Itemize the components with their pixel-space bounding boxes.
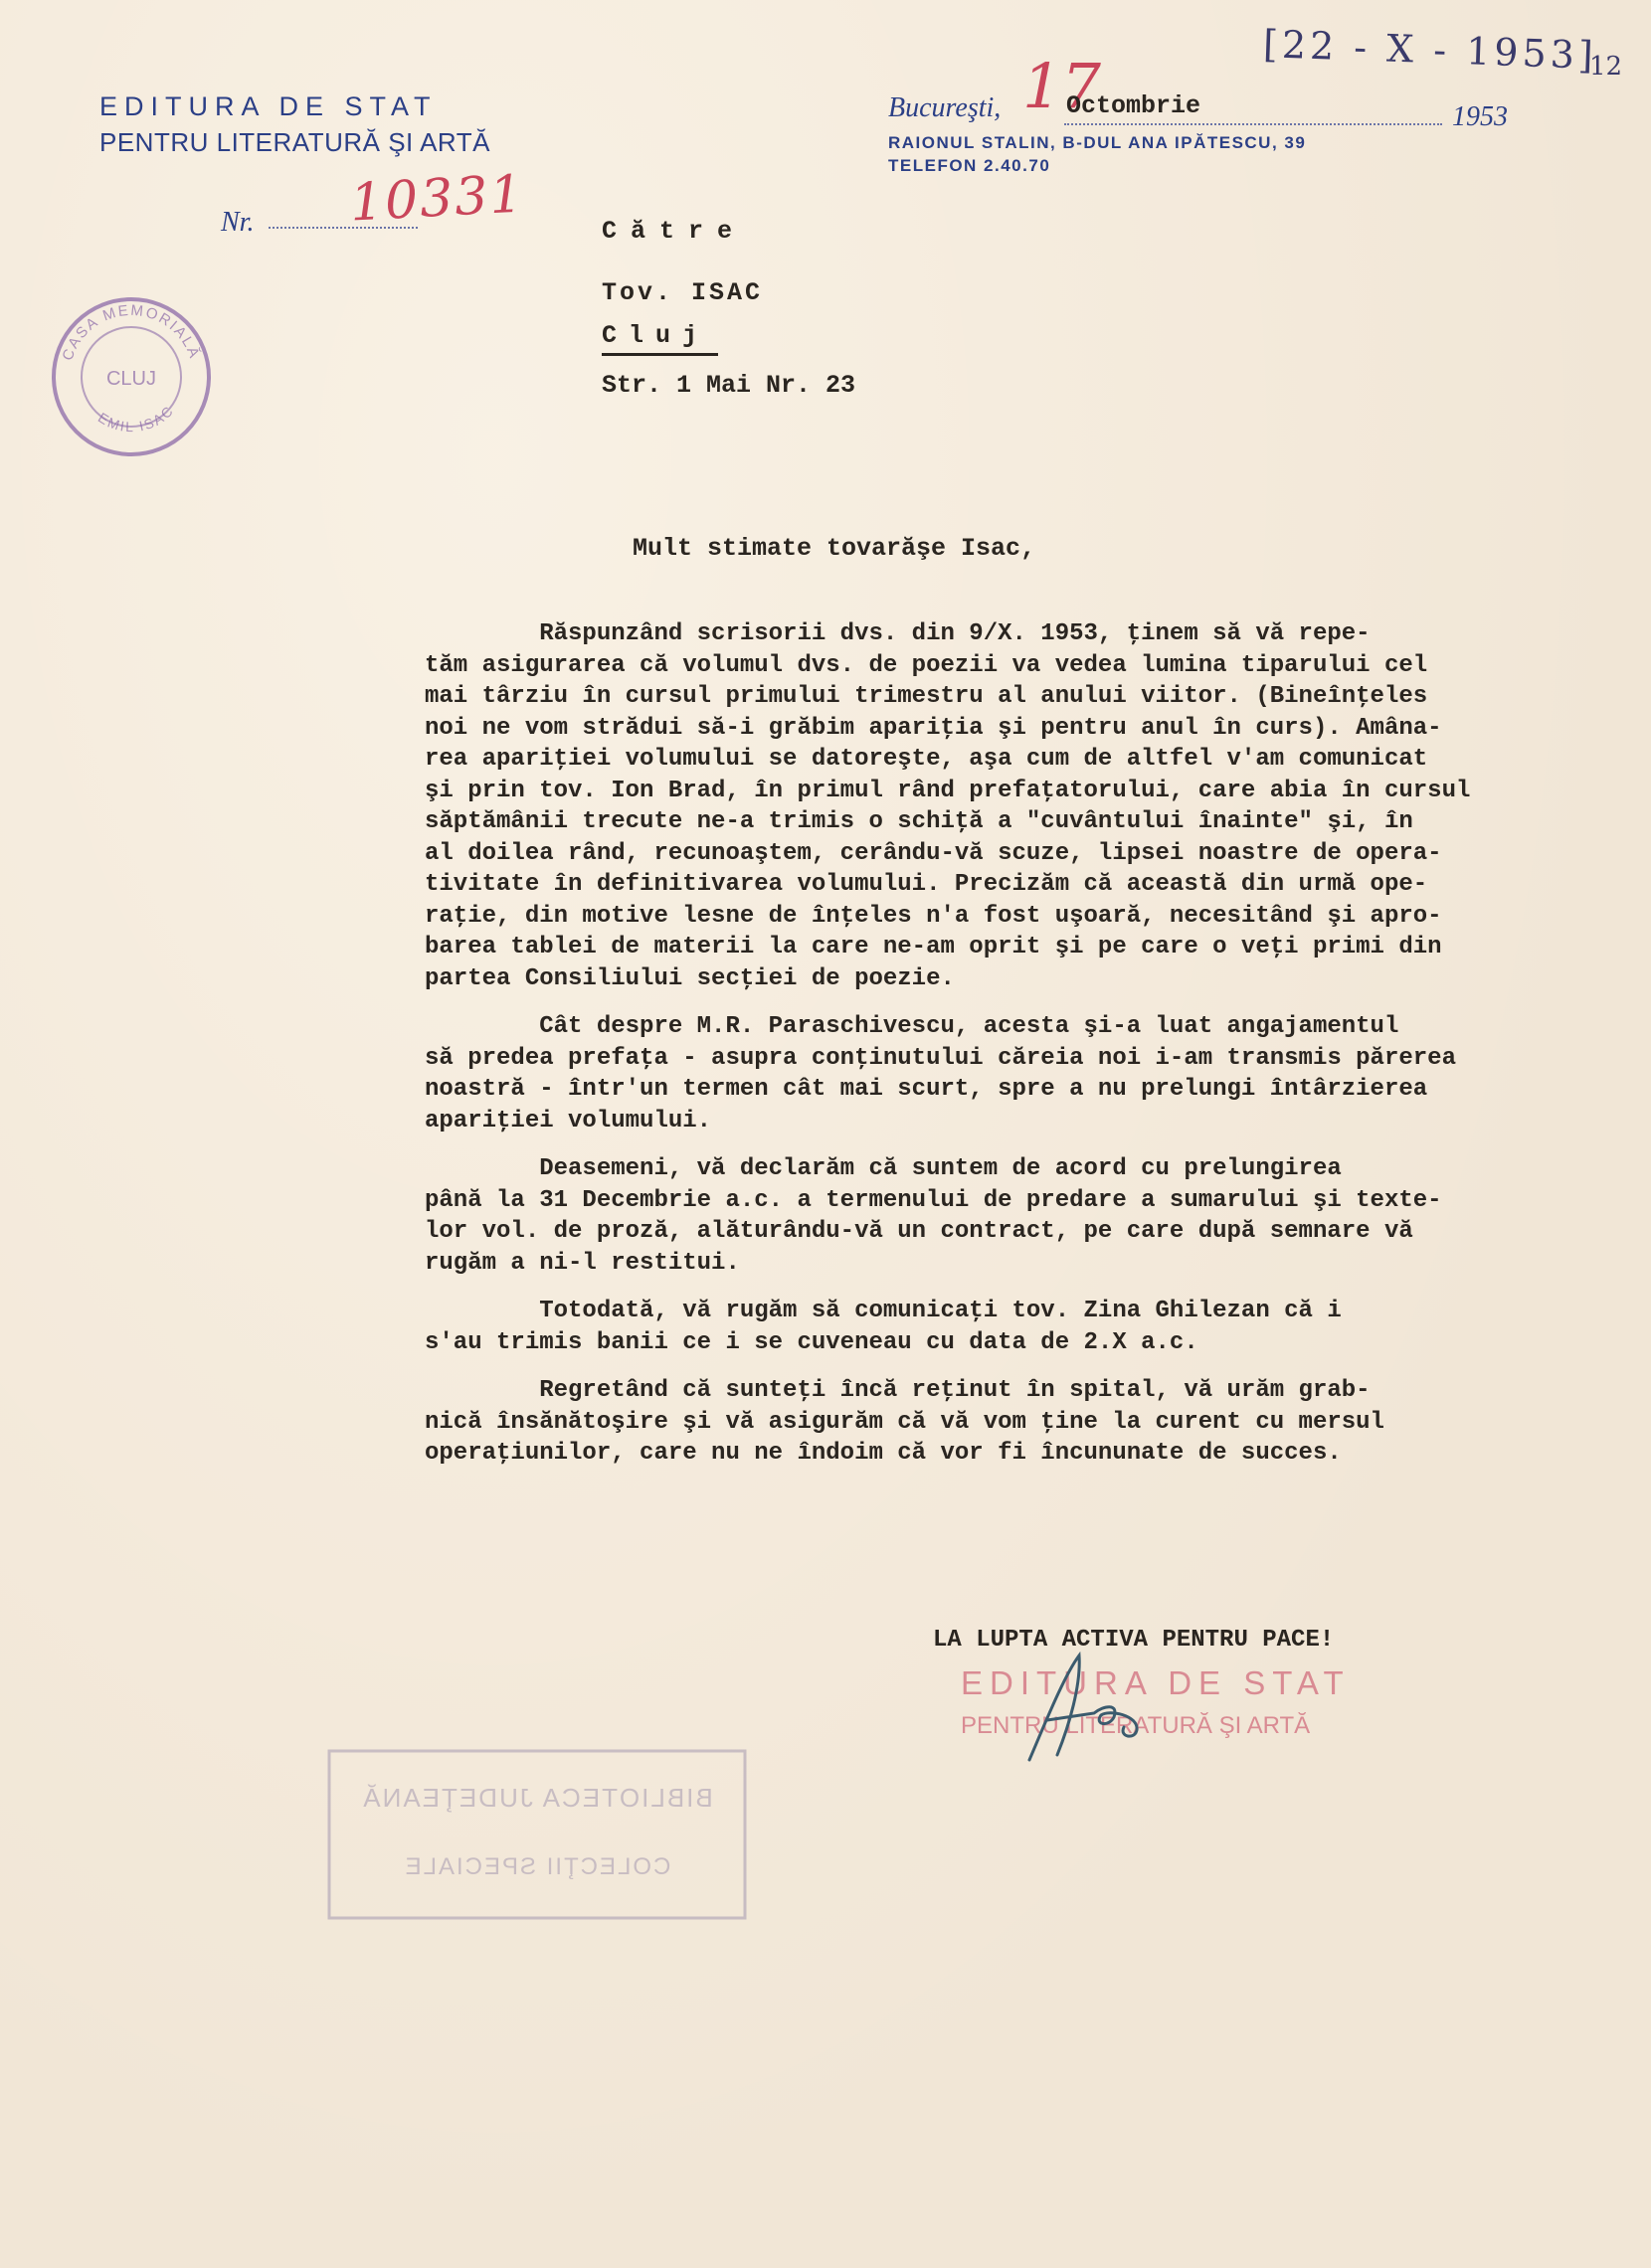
svg-text:EMIL ISAC: EMIL ISAC (94, 402, 178, 436)
recipient-to: Către (602, 217, 747, 246)
library-stamp (323, 1745, 751, 1924)
letter-month: Octombrie (1066, 91, 1201, 120)
archive-date-annotation: [22 - X - 1953] (1262, 22, 1598, 78)
recipient-city: Cluj (602, 321, 710, 350)
letter-day-handwritten: 17 (1022, 50, 1101, 122)
letter-paragraph: Totodată, vă rugăm să comunicaţi tov. Zina Ghilezan că i s'au trimis banii ce i se cuveneau cu data de 2.X a.c. (425, 1298, 1342, 1356)
svg-text:CASA MEMORIALĂ: CASA MEMORIALĂ (59, 301, 204, 363)
letter-paragraph: Răspunzând scrisorii dvs. din 9/X. 1953, ţinem să vă repe- tăm asigurarea că volumul dvs. de poezii va vedea lumina tiparului cel mai târziu în cursul primului trimestru al anului viitor. (Bineînţeles noi ne vom strădui să-i grăbim apariţia şi pentru anul în curs). Amâna- rea apariţiei volumului se datoreşte, aşa cum de altfel v'am comunicat şi prin tov. Ion Brad, în primul rând prefaţatorului, care abia în cursul săptămânii trecute ne-a trimis o schiţă a "cuvântului înainte" şi, în al doilea rând, recunoaştem, cerându-vă scuze, lipsei noastre de opera- tivitate în definitivarea volumului. Precizăm că această din urmă ope- raţie, din motive lesne de înţeles n'a fost uşoară, necesitând şi apro- barea tablei de materii la care ne-am oprit şi pe care o veţi primi din partea Consiliului secţiei de poezie. (425, 620, 1471, 992)
recipient-city-underline (602, 353, 718, 356)
svg-text:COLECŢII SPECIALE: COLECŢII SPECIALE (403, 1853, 671, 1880)
publisher-stamp-line2: PENTRU LITERATURĂ ŞI ARTĂ (961, 1712, 1311, 1739)
letter-city: Bucureşti, (888, 92, 1002, 123)
letter-body (425, 618, 1613, 1486)
letter-paragraph: Deasemeni, vă declarăm că suntem de acord cu prelungirea până la 31 Decembrie a.c. a termenului de predare a sumarului şi texte- lor vol. de proză, alăturându-vă un contract, pe care după semnare vă rugăm a ni-l restitui. (425, 1155, 1442, 1277)
publisher-name-line2: PENTRU LITERATURĂ ŞI ARTĂ (99, 127, 490, 157)
svg-text:CLUJ: CLUJ (105, 368, 157, 390)
registration-number-handwritten: 10331 (348, 164, 526, 234)
date-dotted-line (1064, 123, 1442, 125)
handwritten-signature (1009, 1646, 1159, 1775)
svg-text:BIBLIOTECA JUDEŢEANĂ: BIBLIOTECA JUDEŢEANĂ (361, 1783, 713, 1813)
publisher-address: RAIONUL STALIN, B-DUL ANA IPĂTESCU, 39 (888, 133, 1307, 152)
letter-year: 1953 (1452, 101, 1508, 132)
registration-number-label: Nr. (221, 207, 255, 238)
publisher-phone: TELEFON 2.40.70 (888, 156, 1051, 175)
memorial-house-stamp (48, 293, 215, 460)
archive-page-number: 12 (1589, 52, 1623, 82)
recipient-street: Str. 1 Mai Nr. 23 (602, 371, 856, 400)
publisher-name-line1: EDITURA DE STAT (99, 91, 438, 121)
publisher-stamp-line1: EDITURA DE STAT (961, 1664, 1351, 1701)
letter-paragraph: Regretând că sunteţi încă reţinut în spital, vă urăm grab- nică însănătoşire şi vă asigurăm că vă vom ţine la curent cu mersul operaţiunilor, care nu ne îndoim că vor fi încununate de succes. (425, 1377, 1384, 1467)
salutation: Mult stimate tovarăşe Isac, (633, 534, 1036, 563)
closing-slogan: LA LUPTA ACTIVA PENTRU PACE! (933, 1627, 1335, 1654)
recipient-name: Tov. ISAC (602, 278, 764, 307)
letter-paragraph: Cât despre M.R. Paraschivescu, acesta şi-a luat angajamentul să predea prefaţa - asupra conţinutului căreia noi i-am transmis părerea noastră - într'un termen cât mai scurt, spre a nu prelungi întârzierea apariţiei volumului. (425, 1013, 1456, 1134)
